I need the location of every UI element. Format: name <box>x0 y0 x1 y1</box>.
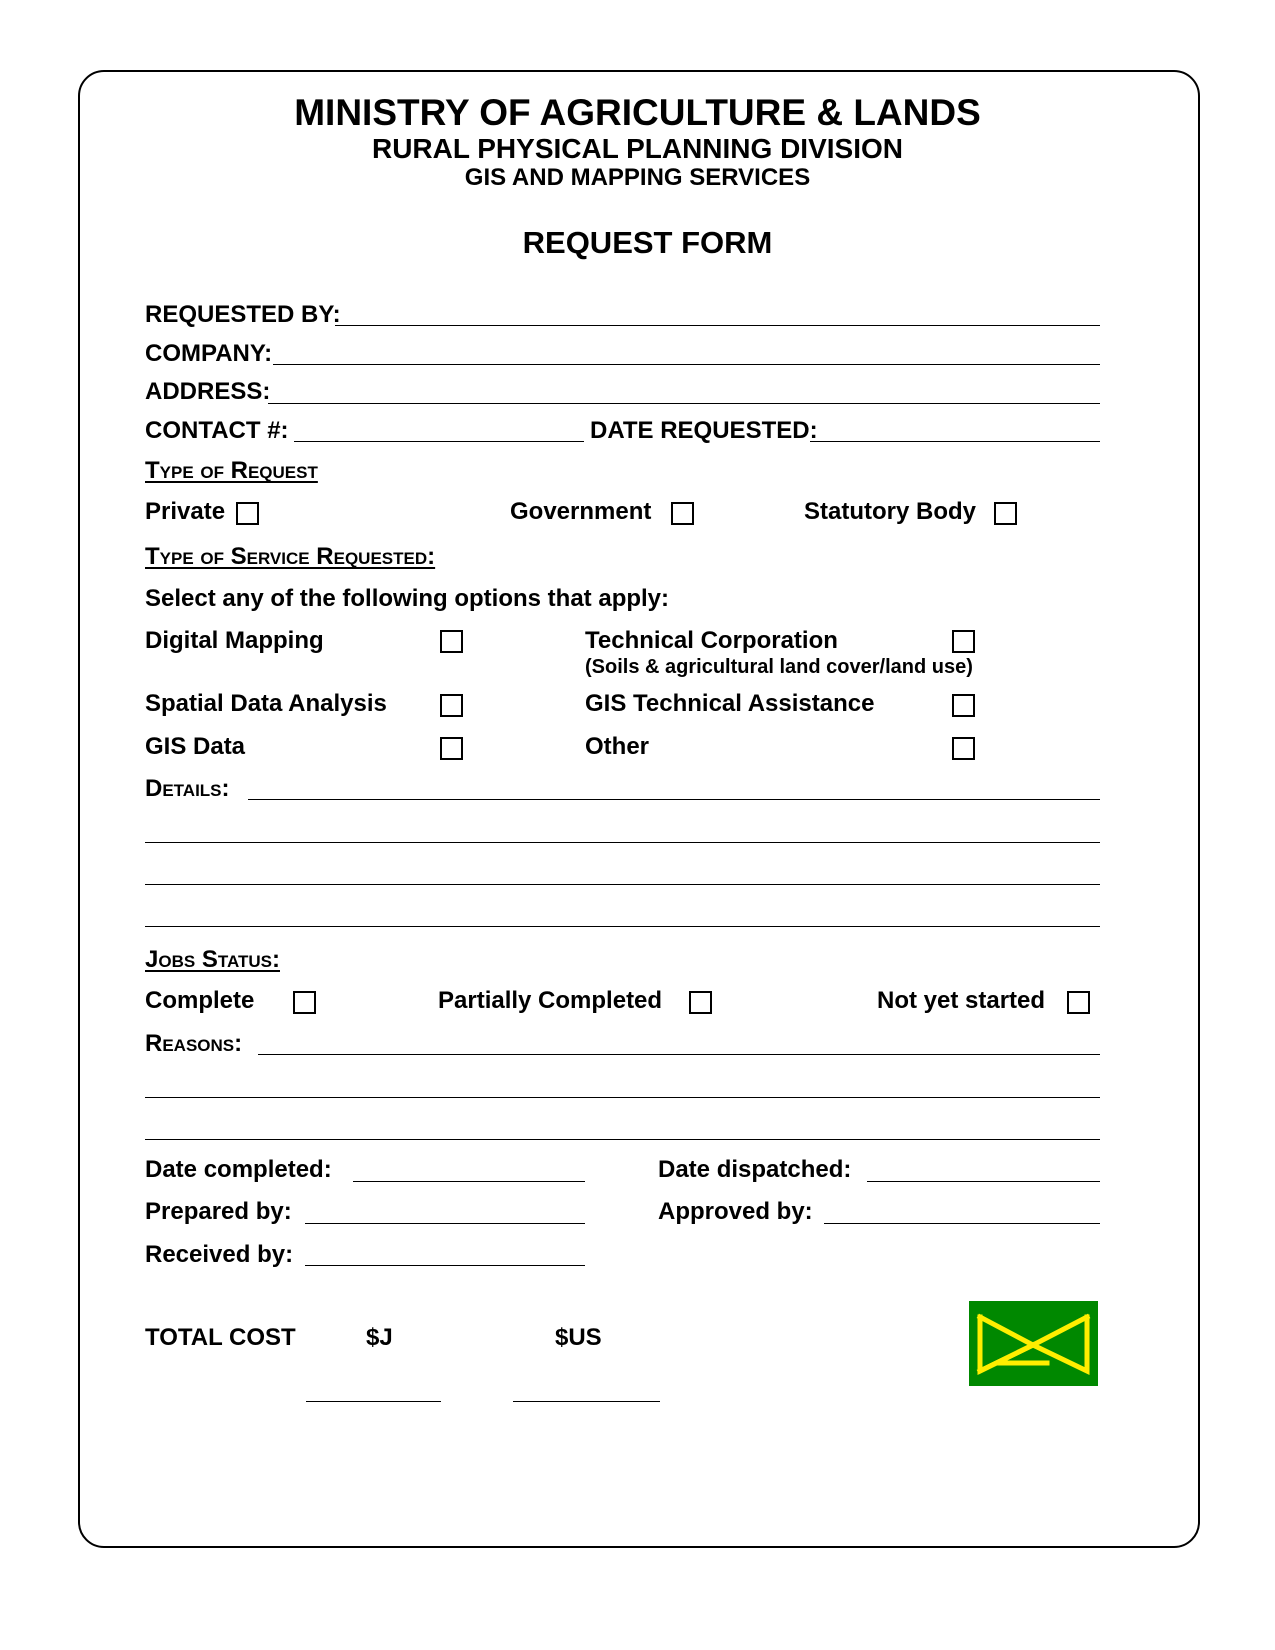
request-type-statutory-label: Statutory Body <box>804 498 977 525</box>
gis-technical-assistance-label: GIS Technical Assistance <box>585 690 875 717</box>
received-by-label: Received by: <box>145 1241 294 1268</box>
form-title: REQUEST FORM <box>522 225 773 260</box>
company-label: COMPANY: <box>145 340 273 367</box>
details-line-4 <box>145 926 1100 927</box>
request-type-statutory-checkbox[interactable] <box>994 502 1017 525</box>
prepared-by-label: Prepared by: <box>145 1198 292 1225</box>
requested-by-label: REQUESTED BY: <box>145 301 341 328</box>
prepared-by-input[interactable] <box>305 1198 585 1224</box>
jamaica-flag-icon <box>969 1301 1098 1386</box>
date-completed-label: Date completed: <box>145 1156 332 1183</box>
status-complete-checkbox[interactable] <box>293 991 316 1014</box>
gis-technical-assistance-checkbox[interactable] <box>952 694 975 717</box>
contact-input[interactable] <box>294 416 584 442</box>
reasons-input[interactable] <box>258 1029 1100 1055</box>
service-type-heading: Type of Service Requested: <box>145 543 436 570</box>
details-input[interactable] <box>248 774 1100 800</box>
date-requested-label: DATE REQUESTED: <box>590 417 818 444</box>
status-not-started-label: Not yet started <box>877 987 1046 1014</box>
other-checkbox[interactable] <box>952 737 975 760</box>
address-input[interactable] <box>268 378 1100 404</box>
ministry-title: MINISTRY OF AGRICULTURE & LANDS <box>294 92 981 133</box>
gis-data-checkbox[interactable] <box>440 737 463 760</box>
total-cost-label: TOTAL COST <box>145 1324 296 1351</box>
request-type-private-label: Private <box>145 498 226 525</box>
reasons-line-2 <box>145 1097 1100 1098</box>
service-instruction: Select any of the following options that apply: <box>145 585 670 612</box>
request-type-government-checkbox[interactable] <box>671 502 694 525</box>
approved-by-input[interactable] <box>824 1198 1100 1224</box>
date-requested-input[interactable] <box>810 416 1100 442</box>
services-title: GIS AND MAPPING SERVICES <box>464 164 811 191</box>
approved-by-label: Approved by: <box>658 1198 813 1225</box>
details-label: Details: <box>145 775 230 802</box>
digital-mapping-checkbox[interactable] <box>440 630 463 653</box>
status-not-started-checkbox[interactable] <box>1067 991 1090 1014</box>
spatial-data-analysis-checkbox[interactable] <box>440 694 463 717</box>
details-line-3 <box>145 884 1100 885</box>
jobs-status-heading: Jobs Status: <box>145 946 280 973</box>
technical-corporation-checkbox[interactable] <box>952 630 975 653</box>
reasons-line-3 <box>145 1139 1100 1140</box>
status-partial-checkbox[interactable] <box>689 991 712 1014</box>
cost-jmd-label: $J <box>366 1324 393 1351</box>
address-label: ADDRESS: <box>145 378 271 405</box>
cost-jmd-input[interactable] <box>306 1376 441 1402</box>
status-complete-label: Complete <box>145 987 255 1014</box>
digital-mapping-label: Digital Mapping <box>145 627 324 654</box>
status-partial-label: Partially Completed <box>438 987 663 1014</box>
cost-usd-label: $US <box>555 1324 602 1351</box>
gis-data-label: GIS Data <box>145 733 246 760</box>
reasons-label: Reasons: <box>145 1030 243 1057</box>
division-title: RURAL PHYSICAL PLANNING DIVISION <box>371 133 903 164</box>
request-type-government-label: Government <box>510 498 652 525</box>
request-type-private-checkbox[interactable] <box>236 502 259 525</box>
other-label: Other <box>585 733 650 760</box>
company-input[interactable] <box>273 339 1100 365</box>
date-dispatched-label: Date dispatched: <box>658 1156 852 1183</box>
technical-corporation-note: (Soils & agricultural land cover/land use) <box>585 656 973 678</box>
spatial-data-analysis-label: Spatial Data Analysis <box>145 690 387 717</box>
date-dispatched-input[interactable] <box>867 1156 1100 1182</box>
request-type-heading: Type of Request <box>145 457 318 484</box>
received-by-input[interactable] <box>305 1240 585 1266</box>
requested-by-input[interactable] <box>335 300 1100 326</box>
cost-usd-input[interactable] <box>513 1376 660 1402</box>
technical-corporation-label: Technical Corporation <box>585 627 838 654</box>
date-completed-input[interactable] <box>353 1156 585 1182</box>
details-line-2 <box>145 842 1100 843</box>
contact-label: CONTACT #: <box>145 417 289 444</box>
